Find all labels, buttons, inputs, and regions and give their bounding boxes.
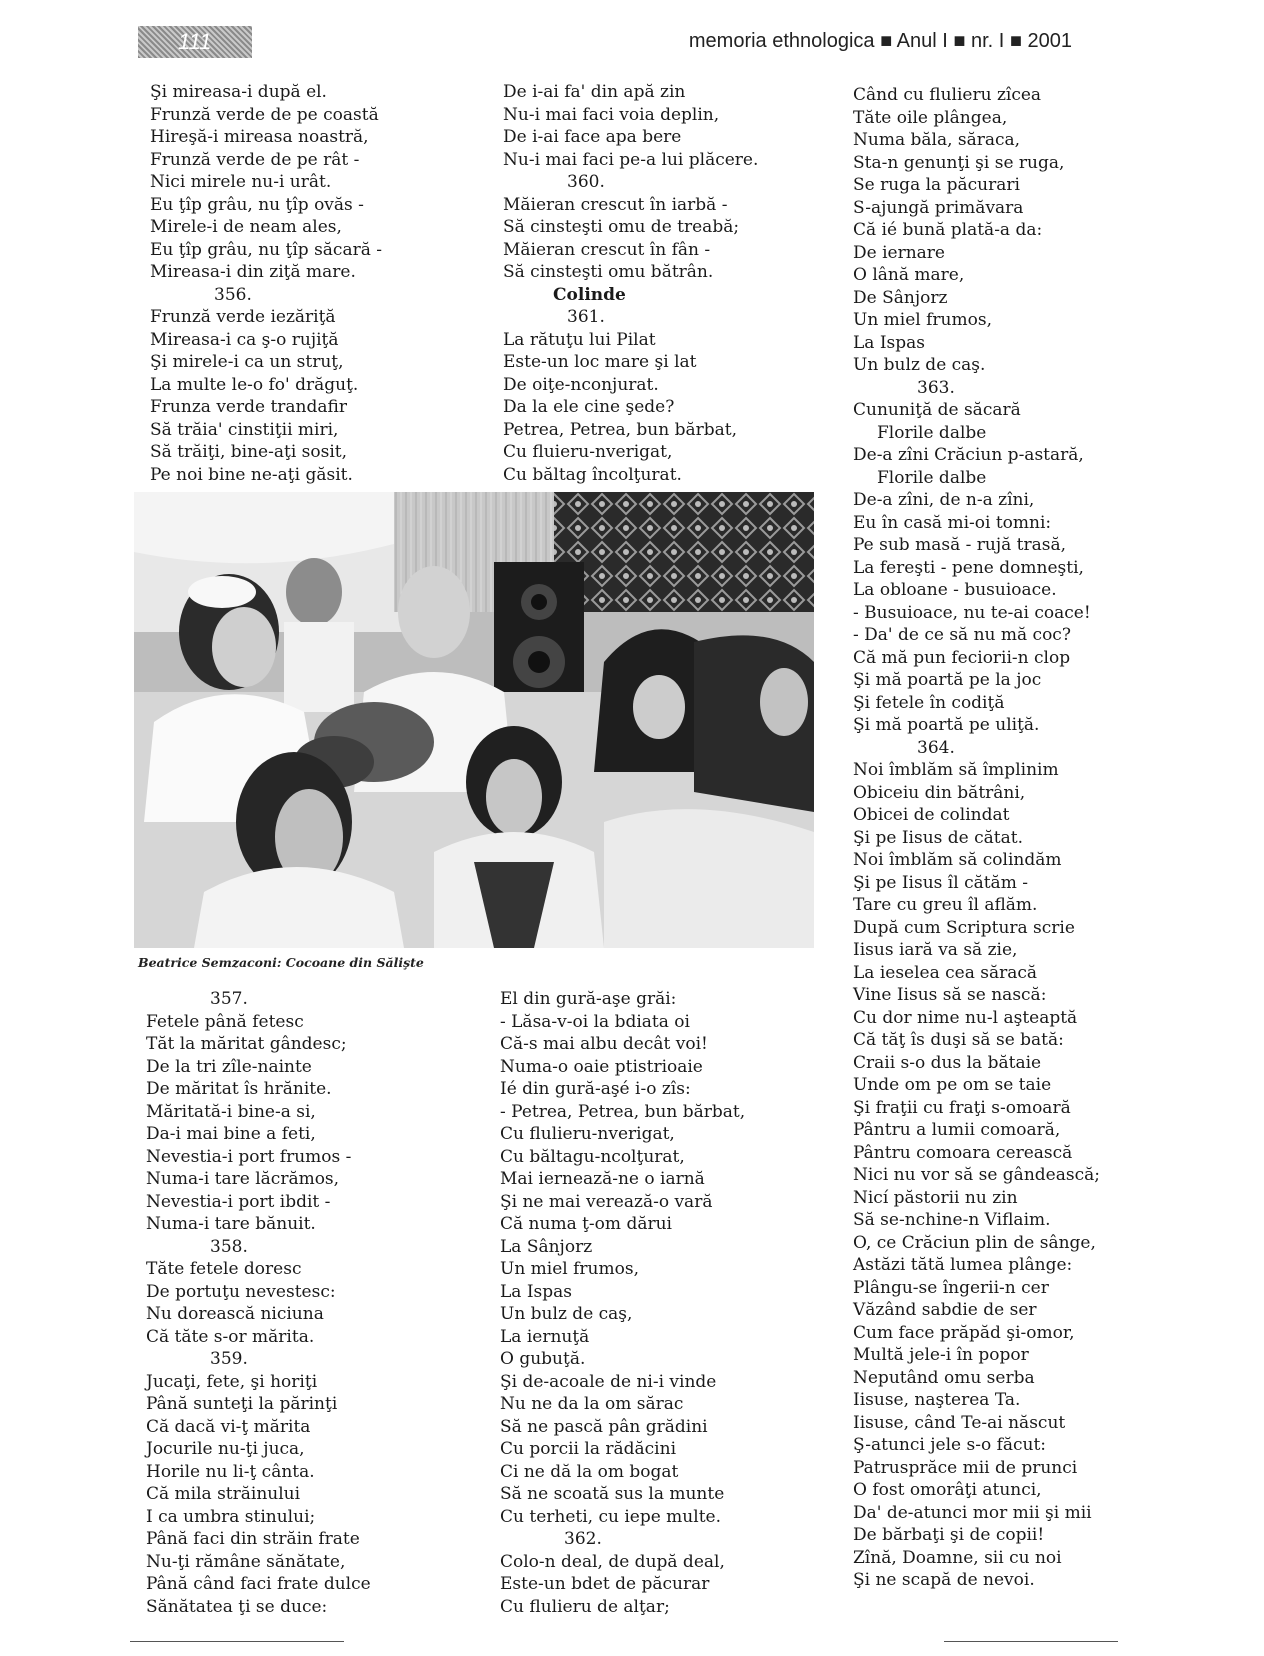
poem-line: Ci ne dă la om bogat	[500, 1461, 679, 1482]
poem-line: La multe le-o fo' drăguţ.	[150, 374, 359, 395]
poem-line: Nevestia-i port ibdit -	[146, 1191, 331, 1212]
poem-line: Şi mă poartă pe la joc	[853, 670, 1042, 690]
poem-line: Măritată-i bine-a si,	[146, 1101, 316, 1122]
poem-line: Pe noi bine ne-aţi găsit.	[150, 464, 353, 485]
poem-line: Că mă pun feciorii-n clop	[853, 647, 1071, 668]
poem-line: Craii s-o dus la bătaie	[853, 1052, 1042, 1073]
poem-line: Nu dorească niciuna	[146, 1304, 324, 1324]
poem-line: La fereşti - pene domneşti,	[853, 557, 1084, 578]
poem-line: Frunza verde trandafir	[150, 397, 347, 417]
poem-line: Şi pe Iisus de cătat.	[853, 827, 1023, 848]
footer-rule	[944, 1641, 1118, 1642]
poem-line: De iernare	[853, 242, 945, 263]
poem-line: Până sunteţi la părinţi	[146, 1394, 338, 1414]
poem-line: Eu în casă mi-oi tomni:	[853, 512, 1052, 533]
poem-line: De măritat îs hrănite.	[146, 1079, 332, 1099]
poem-line: Florile dalbe	[877, 467, 987, 488]
poem-column	[500, 988, 745, 1618]
poem-line: Văzând sabdie de ser	[853, 1300, 1037, 1320]
poem-line: Mireasa-i ca ş-o rujiţă	[150, 329, 339, 350]
poem-line: Măieran crescut în iarbă -	[503, 194, 728, 215]
poem-line: Numa băla, săraca,	[853, 130, 1021, 150]
poem-line: De bărbaţi şi de copii!	[853, 1525, 1045, 1545]
poem-line: - Da' de ce să nu mă coc?	[853, 625, 1071, 645]
poem-line: Horile nu li-ţ cânta.	[146, 1461, 315, 1482]
poem-line: Un miel frumos,	[500, 1259, 639, 1279]
poem-number: 361.	[567, 307, 605, 327]
poem-line: Zînă, Doamne, sii cu noi	[853, 1547, 1062, 1568]
poem-line: Iisuse, naşterea Ta.	[853, 1390, 1021, 1410]
poem-line: Să cinsteşti omu de treabă;	[503, 217, 740, 237]
poem-line: De portuţu nevestesc:	[146, 1281, 336, 1302]
poem-line: De i-ai fa' din apă zin	[503, 82, 686, 102]
poem-line: Se ruga la păcurari	[853, 175, 1020, 195]
poem-line: Şi fetele în codiţă	[853, 692, 1005, 713]
poem-line: Frunză verde de pe coastă	[150, 104, 379, 125]
poem-line: Nu-i mai faci pe-a lui plăcere.	[503, 149, 759, 170]
poem-line: Şi mireasa-i după el.	[150, 82, 327, 102]
poem-line: Nevestia-i port frumos -	[146, 1146, 352, 1167]
poem-line: Da la ele cine şede?	[503, 397, 675, 417]
poem-line: Şi pe Iisus îl cătăm -	[853, 872, 1028, 893]
poem-line: Ş-atunci jele s-o făcut:	[853, 1435, 1047, 1455]
poem-line: Că-s mai albu decât voi!	[500, 1034, 708, 1054]
poem-line: Tăt la măritat gândesc;	[146, 1034, 347, 1054]
poem-line: Multă jele-i în popor	[853, 1345, 1029, 1365]
poem-column	[503, 81, 758, 486]
poem-number: 357.	[210, 989, 248, 1009]
section-heading: Colinde	[553, 284, 626, 305]
poem-line: Neputând omu serba	[853, 1367, 1035, 1388]
poem-line: Da-i mai bine a feti,	[146, 1124, 316, 1144]
poem-line: De i-ai face apa bere	[503, 127, 682, 147]
poem-line: După cum Scriptura scrie	[853, 917, 1075, 938]
poem-line: Jucaţi, fete, şi horiţi	[146, 1371, 318, 1392]
poem-number: 363.	[917, 377, 955, 398]
poem-line: El din gură-aşe grăi:	[500, 989, 677, 1009]
poem-line: - Lăsa-v-oi la bdiata oi	[500, 1011, 690, 1032]
poem-line: De-a zîni Crăciun p-astară,	[853, 445, 1084, 465]
poem-line: Nici mirele nu-i urât.	[150, 172, 332, 192]
poem-line: O gubuţă.	[500, 1349, 586, 1369]
poem-line: Şi fraţii cu fraţi s-omoară	[853, 1097, 1071, 1118]
poem-line: Să se-nchine-n Viflaim.	[853, 1210, 1051, 1230]
poem-line: Cu porcii la rădăcini	[500, 1439, 677, 1459]
poem-line: Florile dalbe	[877, 422, 987, 443]
photo-caption: Beatrice Semzaconi: Cocoane din Sălişte	[138, 955, 424, 970]
poem-line: Un miel frumos,	[853, 310, 992, 330]
poem-line: Cu dor nime nu-l aşteaptă	[853, 1007, 1078, 1028]
poem-line: Mireasa-i din ziţă mare.	[150, 262, 356, 282]
poem-line: Şi ne mai verează-o vară	[500, 1191, 713, 1212]
poem-line: Eu ţîp grâu, nu ţîp săcară -	[150, 239, 382, 260]
poem-line: Nu ne da la om sărac	[500, 1394, 684, 1414]
poem-line: Sta-n genunţi şi se ruga,	[853, 152, 1065, 173]
poem-line: Nicí păstorii nu zin	[853, 1187, 1018, 1208]
poem-line: S-ajungă primăvara	[853, 197, 1024, 218]
poem-line: Fetele până fetesc	[146, 1011, 304, 1032]
poem-line: Hireşă-i mireasa noastră,	[150, 127, 369, 147]
poem-line: La obloane - busuioace.	[853, 580, 1057, 600]
poem-line: Frunză verde de pe rât -	[150, 149, 360, 170]
poem-line: Şi de-acoale de ni-i vinde	[500, 1371, 717, 1392]
poem-column	[146, 988, 371, 1618]
poem-line: Numa-i tare lăcrămos,	[146, 1169, 340, 1189]
poem-line: Tăte oile plângea,	[853, 107, 1008, 128]
poem-line: Şi mirele-i ca un struţ,	[150, 352, 344, 372]
poem-line: Cu băltag încolţurat.	[503, 464, 682, 485]
poem-line: Jocurile nu-ţi juca,	[146, 1439, 305, 1459]
poem-line: Iisuse, când Te-ai născut	[853, 1412, 1066, 1433]
poem-number: 358.	[210, 1236, 248, 1257]
poem-line: Cum face prăpăd şi-omor,	[853, 1322, 1075, 1343]
poem-line: I ca umbra stinului;	[146, 1506, 316, 1527]
poem-number: 362.	[564, 1529, 602, 1549]
poem-line: Să ne scoată sus la munte	[500, 1484, 725, 1504]
poem-line: O, ce Crăciun plin de sânge,	[853, 1232, 1096, 1253]
poem-line: Cu flulieru-nverigat,	[500, 1124, 675, 1144]
poem-line: Tăte fetele doresc	[146, 1259, 302, 1279]
journal-header: memoria ethnologica ■ Anul I ■ nr. I ■ 2001	[688, 30, 1072, 52]
poem-line: - Busuioace, nu te-ai coace!	[853, 602, 1091, 623]
poem-line: La iernuţă	[500, 1326, 590, 1347]
poem-line: Pântru a lumii comoară,	[853, 1120, 1061, 1140]
poem-line: Pe sub masă - rujă trasă,	[853, 535, 1067, 555]
poem-column	[853, 84, 1100, 1592]
poem-line: Colo-n deal, de după deal,	[500, 1551, 725, 1572]
poem-line: Frunză verde iezăriţă	[150, 307, 336, 327]
poem-line: Nu-ţi rămâne sănătate,	[146, 1551, 346, 1572]
poem-line: Cu băltagu-ncolţurat,	[500, 1146, 685, 1167]
poem-line: Tare cu greu îl aflăm.	[853, 895, 1038, 915]
poem-line: De la tri zîle-nainte	[146, 1056, 312, 1077]
poem-line: O lână mare,	[853, 265, 965, 285]
poem-line: De-a zîni, de n-a zîni,	[853, 490, 1035, 510]
poem-line: La Sânjorz	[500, 1236, 593, 1257]
poem-line: Cununiţă de săcară	[853, 400, 1021, 420]
poem-line: Mai iernează-ne o iarnă	[500, 1169, 705, 1189]
poem-line: Că dacă vi-ţ mărita	[146, 1416, 311, 1437]
poem-line: Noi îmblăm să colindăm	[853, 850, 1062, 870]
poem-line: Astăzi tătă lumea plânge:	[853, 1255, 1073, 1275]
poem-line: Că mila străinului	[146, 1484, 301, 1504]
poem-line: Obiceiu din bătrâni,	[853, 782, 1026, 803]
poem-line: Să cinsteşti omu bătrân.	[503, 262, 714, 282]
poem-line: Nu-i mai faci voia deplin,	[503, 104, 720, 125]
poem-line: Până faci din străin frate	[146, 1529, 360, 1549]
poem-line: Plângu-se îngerii-n cer	[853, 1277, 1049, 1298]
poem-line: Ié din gură-aşé i-o zîs:	[500, 1079, 691, 1099]
photograph	[134, 492, 814, 948]
poem-line: Este-un bdet de păcurar	[500, 1574, 710, 1594]
poem-line: Noi îmblăm să împlinim	[853, 760, 1059, 780]
poem-line: Nici nu vor să se gândească;	[853, 1165, 1100, 1185]
poem-line: Un bulz de caş.	[853, 355, 986, 375]
poem-line: Şi mă poartă pe uliţă.	[853, 715, 1040, 735]
poem-line: Numa-i tare bănuit.	[146, 1214, 316, 1234]
poem-line: La rătuţu lui Pilat	[503, 329, 656, 350]
poem-line: Că numa ţ-om dărui	[500, 1214, 672, 1234]
poem-line: Când cu flulieru zîcea	[853, 85, 1042, 105]
poem-line: Petrea, Petrea, bun bărbat,	[503, 419, 737, 440]
poem-line: Iisus iară va să zie,	[853, 940, 1018, 960]
poem-line: Cu flulieru de alţar;	[500, 1596, 670, 1617]
poem-line: Cu fluieru-nverigat,	[503, 442, 673, 462]
page-number: 111	[138, 26, 252, 58]
poem-line: Măieran crescut în fân -	[503, 239, 711, 260]
poem-line: Vine Iisus să se nască:	[853, 985, 1047, 1005]
poem-line: Numa-o oaie ptistrioaie	[500, 1056, 703, 1077]
poem-line: Eu ţîp grâu, nu ţîp ovăs -	[150, 194, 364, 215]
poem-line: Da' de-atunci mor mii şi mii	[853, 1502, 1092, 1523]
poem-line: Este-un loc mare şi lat	[503, 352, 697, 372]
poem-line: Că ié bună plată-a da:	[853, 220, 1043, 240]
poem-line: Unde om pe om se taie	[853, 1075, 1052, 1095]
poem-line: Să ne pască pân grădini	[500, 1416, 708, 1437]
poem-number: 356.	[214, 284, 252, 305]
poem-line: Mirele-i de neam ales,	[150, 217, 342, 237]
poem-line: La ieselea cea săracă	[853, 962, 1038, 983]
poem-line: La Ispas	[853, 332, 926, 353]
footer-rule	[130, 1641, 344, 1642]
poem-line: Că tăte s-or mărita.	[146, 1326, 315, 1347]
poem-line: De Sânjorz	[853, 287, 948, 308]
poem-line: Să trăia' cinstiţii miri,	[150, 419, 339, 440]
poem-line: Până când faci frate dulce	[146, 1574, 371, 1594]
poem-line: Pântru comoara cerească	[853, 1142, 1073, 1163]
poem-line: Un bulz de caş,	[500, 1304, 633, 1324]
poem-column	[150, 81, 382, 486]
poem-line: Obicei de colindat	[853, 805, 1010, 825]
poem-number: 364.	[917, 737, 955, 758]
poem-line: Patrusprăce mii de prunci	[853, 1457, 1078, 1478]
poem-line: Că tăţ îs duşi să se bată:	[853, 1030, 1064, 1050]
poem-line: De oiţe-nconjurat.	[503, 374, 659, 395]
poem-line: O fost omorâţi atunci,	[853, 1480, 1042, 1500]
poem-line: - Petrea, Petrea, bun bărbat,	[500, 1101, 746, 1122]
poem-line: Şi ne scapă de nevoi.	[853, 1570, 1035, 1590]
poem-line: Cu terheti, cu iepe multe.	[500, 1506, 721, 1527]
poem-line: Sănătatea ţi se duce:	[146, 1596, 328, 1617]
poem-number: 359.	[210, 1349, 248, 1369]
poem-line: Să trăiţi, bine-aţi sosit,	[150, 442, 348, 462]
poem-line: La Ispas	[500, 1281, 573, 1302]
poem-number: 360.	[567, 172, 605, 192]
